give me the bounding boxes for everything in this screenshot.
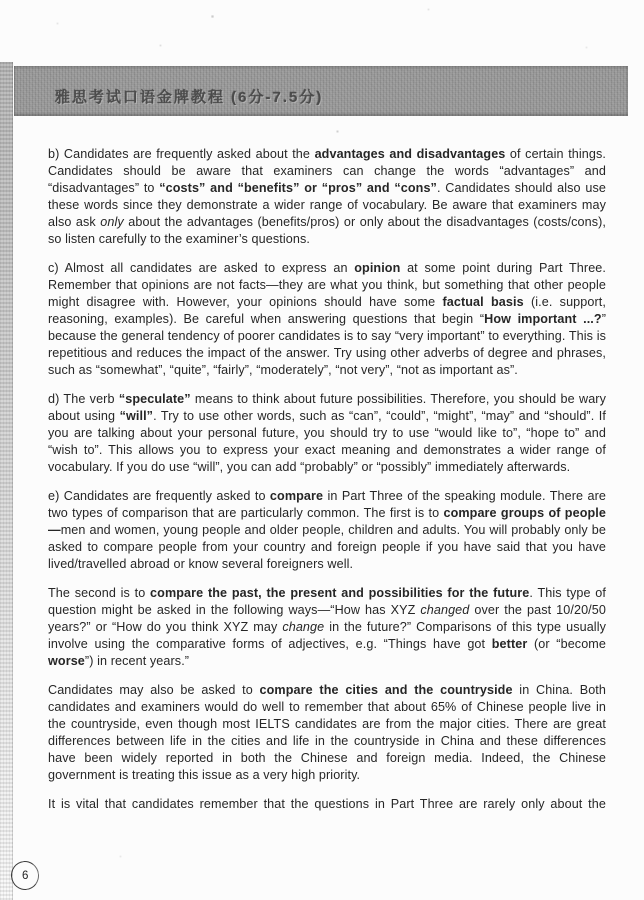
text-run: “speculate”	[118, 392, 191, 406]
text-run: change	[282, 620, 325, 634]
text-run: compare groups of people—	[48, 506, 606, 537]
text-run: advantages and disadvantages	[314, 147, 506, 161]
text-run: in Part Three of the speaking module. There are two types of comparison that are particularly common. The first is to	[48, 489, 606, 520]
text-run: ” because the general tendency of poorer candidates is to say “very important” to everything. This is repetitious and reduces the impact of the answer. Try using other adverbs of degree and phrases, such as “somewhat”, “quite”, “fairly”, “moderately”, “not very”, “not as important as”.	[48, 312, 606, 377]
text-run: over the past 10/20/50 years?” or “How do you think XYZ may	[48, 603, 606, 634]
text-run: men and women, young people and older people, children and adults. You will probably only be asked to compare people from your country and foreign people if you have said that you have lived/travelled abroad or know several foreigners well.	[48, 523, 606, 571]
text-run: How important ...?	[484, 312, 602, 326]
text-run: means to think about future possibilities. Therefore, you should be wary about using	[48, 392, 606, 423]
scan-speckles	[0, 0, 1, 1]
text-run: “costs” and “benefits” or “pros” and “cons”	[159, 181, 437, 195]
body-text-column	[48, 146, 606, 825]
page-number: 6	[21, 869, 29, 882]
text-run: only	[100, 215, 124, 229]
paragraph-e	[48, 488, 606, 573]
text-run: (i.e. support, reasoning, examples). Be careful when answering questions that begin “	[48, 295, 606, 326]
text-run: It is vital that candidates remember that the questions in Part Three are rarely only about the	[48, 797, 606, 811]
text-run: ”) in recent years.”	[84, 654, 190, 668]
text-run: in China. Both candidates and examiners would do well to remember that about 65% of Chinese people live in the countryside, even though most IELTS candidates are from the major cities. There are great differences between life in the cities and life in the countryside in China and these differences have been widely reported in both the Chinese and foreign media. Indeed, the Chinese government is treating this issue as a very high priority.	[48, 683, 607, 782]
paragraph-b	[48, 146, 606, 248]
text-run: The second is to	[48, 586, 151, 600]
text-run: e) Candidates are frequently asked to	[48, 489, 270, 503]
text-run: b) Candidates are frequently asked about the	[48, 147, 315, 161]
text-run: compare the past, the present and possibilities for the future	[150, 586, 530, 600]
paragraph-d	[48, 391, 606, 476]
text-run: opinion	[354, 261, 401, 275]
text-run: . Try to use other words, such as “can”, “could”, “might”, “may” and “should”. If you are talking about your personal future, you should try to use “would like to”, “hope to” and “wish to”. This allows you to express your exact meaning and demonstrates a wider range of vocabulary. If you do use “will”, you can add “probably” or “possibly” immediately afterwards.	[48, 409, 606, 474]
text-run: factual basis	[442, 295, 524, 309]
text-run: worse	[48, 654, 85, 668]
paragraph-cities-countryside	[48, 682, 606, 784]
paragraph-c	[48, 260, 606, 379]
book-title: 雅思考试口语金牌教程 (6分-7.5分)	[55, 89, 324, 106]
text-run: compare the cities and the countryside	[259, 683, 513, 697]
text-run: Candidates may also be asked to	[48, 683, 260, 697]
text-run: about the advantages (benefits/pros) or only about the disadvantages (costs/cons), so listen carefully to the examiner’s questions.	[48, 215, 606, 246]
text-run: “will”	[119, 409, 154, 423]
page-number-circle	[9, 859, 40, 891]
text-run: (or “become	[527, 637, 606, 651]
text-run: in the future?” Comparisons of this type usually involve using the comparative forms of adjectives, e.g. “Things have got	[48, 620, 606, 651]
text-run: . This type of question might be asked in the following ways—“How has XYZ	[48, 586, 606, 617]
paragraph-vital-note	[48, 796, 606, 813]
text-run: at some point during Part Three. Remember that opinions are not facts—they are what you think, but something that other people might disagree with. However, your opinions should have some	[48, 261, 606, 309]
text-run: of certain things. Candidates should be aware that examiners can change the words “advantages” and “disadvantages” to	[48, 147, 606, 195]
chapter-header-banner	[14, 66, 628, 116]
text-run: changed	[420, 603, 470, 617]
text-run: c) Almost all candidates are asked to express an	[48, 261, 355, 275]
text-run: d) The verb	[48, 392, 119, 406]
page-binding-edge	[0, 62, 13, 900]
text-run: compare	[269, 489, 324, 503]
text-run: . Candidates should also use these words since they demonstrate a wider range of vocabulary. Be aware that examiners may also ask	[48, 181, 606, 229]
text-run: better	[491, 637, 528, 651]
paragraph-second-comparison	[48, 585, 606, 670]
